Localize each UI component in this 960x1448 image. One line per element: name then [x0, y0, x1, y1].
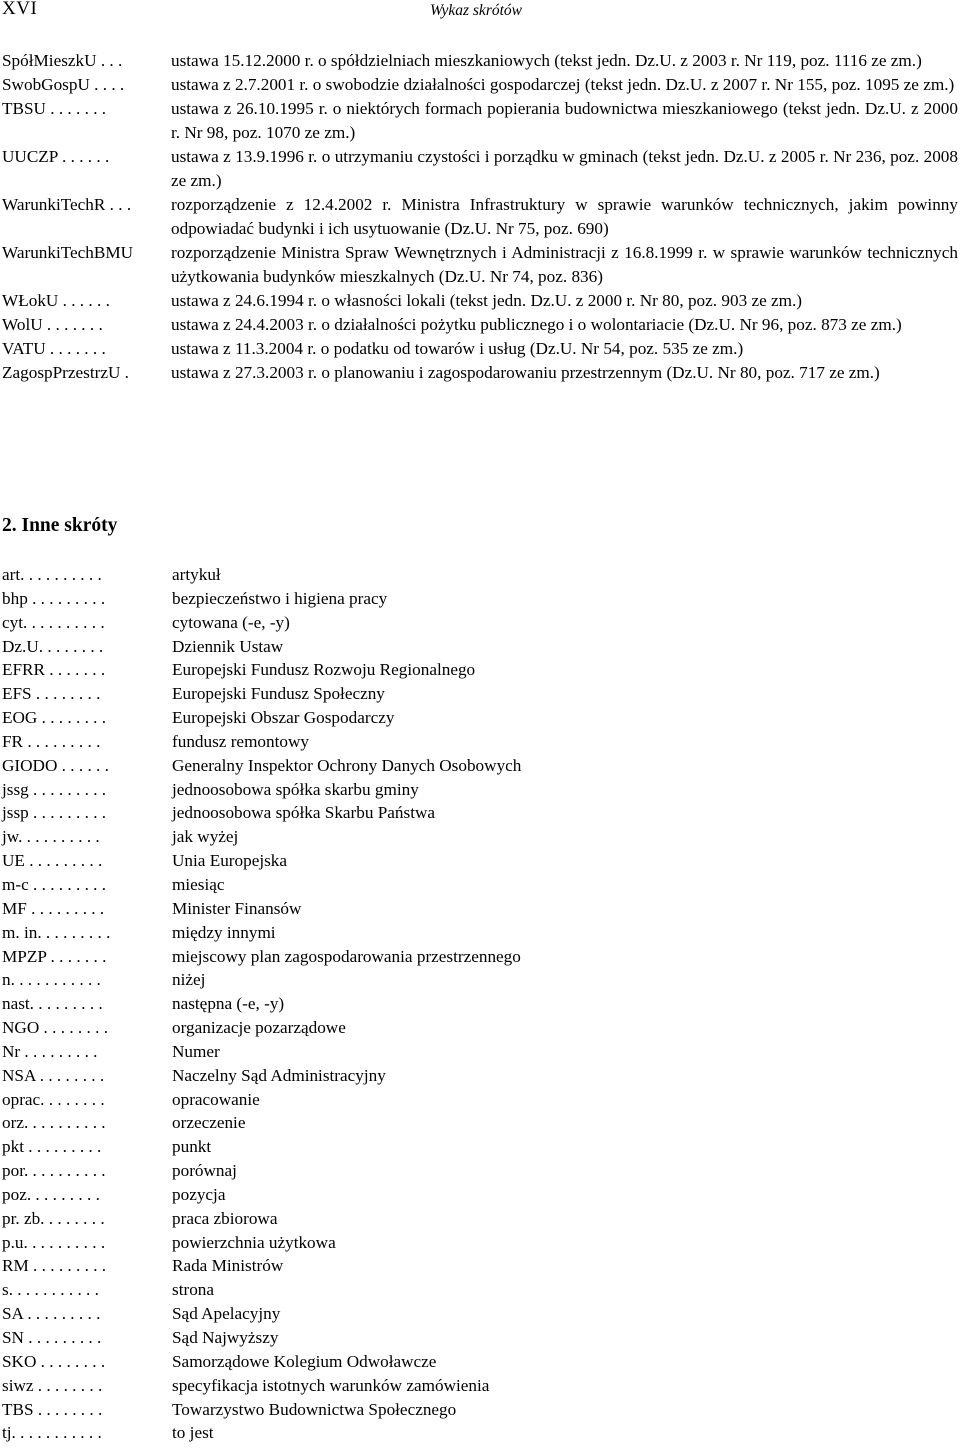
abbreviation-row [2, 682, 702, 706]
act-term: WarunkiTechBMU [2, 243, 134, 262]
abbreviation-meaning: następna (-e, -y) [172, 994, 285, 1014]
abbreviation-term: tj. . . . . . . . . . . [2, 1423, 102, 1443]
abbreviation-meaning: Minister Finansów [172, 898, 302, 918]
abbreviation-meaning: Sąd Apelacyjny [172, 1304, 281, 1324]
abbreviation-row [2, 1374, 702, 1398]
abbreviation-row [2, 635, 702, 659]
act-description: rozporządzenie z 12.4.2002 r. Ministra Infrastruktury w sprawie warunków technicznych, jakim powinny odpowiadać budynki i ich usytuowanie (Dz.U. Nr 75, poz. 690) [171, 195, 958, 238]
abbreviation-row [2, 873, 702, 897]
act-description: ustawa z 26.10.1995 r. o niektórych formach popierania budownictwa mieszkaniowego (tekst jedn. Dz.U. z 2000 r. Nr 98, poz. 1070 ze zm.) [171, 99, 958, 142]
abbreviation-row [2, 945, 702, 969]
act-entry [2, 145, 958, 193]
abbreviation-term: pkt . . . . . . . . . [2, 1137, 102, 1157]
abbreviation-meaning: jednoosobowa spółka skarbu gminy [172, 779, 419, 799]
abbreviation-meaning: jednoosobowa spółka Skarbu Państwa [172, 803, 436, 823]
abbreviation-meaning: Dziennik Ustaw [172, 636, 284, 656]
abbreviation-meaning: Europejski Fundusz Społeczny [172, 684, 385, 704]
abbreviation-term: p.u. . . . . . . . . . [2, 1232, 106, 1252]
abbreviation-term: EFS . . . . . . . . [2, 684, 101, 704]
abbreviation-meaning: Towarzystwo Budownictwa Społecznego [172, 1399, 457, 1419]
abbreviation-row [2, 825, 702, 849]
abbreviation-row [2, 1326, 702, 1350]
abbreviation-row [2, 1207, 702, 1231]
abbreviation-meaning: miesiąc [172, 874, 225, 894]
act-term: WŁokU . . . . . . [2, 291, 110, 310]
abbreviation-meaning: miejscowy plan zagospodarowania przestrzennego [172, 946, 521, 966]
abbreviation-row [2, 921, 702, 945]
abbreviation-term: GIODO . . . . . . [2, 755, 109, 775]
abbreviation-meaning: organizacje pozarządowe [172, 1018, 346, 1038]
page-header [0, 0, 960, 24]
abbreviation-row [2, 1183, 702, 1207]
abbreviation-row [2, 1302, 702, 1326]
abbreviation-row [2, 1398, 702, 1422]
abbreviation-term: MPZP . . . . . . . [2, 946, 107, 966]
abbreviation-meaning: cytowana (-e, -y) [172, 612, 290, 632]
act-term: WolU . . . . . . . [2, 315, 103, 334]
abbreviation-meaning: powierzchnia użytkowa [172, 1232, 336, 1252]
act-entry [2, 193, 958, 241]
abbreviation-list [2, 563, 702, 1445]
act-description: ustawa z 11.3.2004 r. o podatku od towarów i usług (Dz.U. Nr 54, poz. 535 ze zm.) [171, 339, 744, 358]
abbreviation-row [2, 992, 702, 1016]
abbreviation-term: SKO . . . . . . . . [2, 1351, 106, 1371]
abbreviation-row [2, 1254, 702, 1278]
abbreviation-row [2, 1064, 702, 1088]
abbreviation-term: m. in. . . . . . . . . [2, 922, 111, 942]
abbreviation-row [2, 1350, 702, 1374]
abbreviation-row [2, 587, 702, 611]
abbreviation-meaning: artykuł [172, 565, 221, 584]
abbreviation-term: s. . . . . . . . . . . [2, 1280, 99, 1300]
act-entry [2, 337, 958, 361]
act-description: ustawa z 27.3.2003 r. o planowaniu i zagospodarowaniu przestrzennym (Dz.U. Nr 80, poz. 717 ze zm.) [171, 363, 880, 382]
abbreviation-row [2, 1278, 702, 1302]
act-entry [2, 289, 958, 313]
abbreviation-meaning: Sąd Najwyższy [172, 1328, 279, 1347]
act-description: rozporządzenie Ministra Spraw Wewnętrznych i Administracji z 16.8.1999 r. w sprawie warunków technicznych użytkowania budynków mieszkalnych (Dz.U. Nr 74, poz. 836) [171, 243, 958, 286]
act-term: TBSU . . . . . . . [2, 99, 107, 118]
abbreviation-term: NGO . . . . . . . . [2, 1018, 108, 1038]
abbreviation-term: SN . . . . . . . . . [2, 1328, 102, 1347]
act-term: WarunkiTechR . . . [2, 195, 132, 214]
act-term: SwobGospU . . . . [2, 75, 125, 94]
act-description: ustawa z 13.9.1996 r. o utrzymaniu czystości i porządku w gminach (tekst jedn. Dz.U. z 2005 r. Nr 236, poz. 2008 ze zm.) [171, 147, 958, 190]
abbreviation-term: UE . . . . . . . . . [2, 851, 103, 871]
abbreviation-meaning: Unia Europejska [172, 851, 288, 871]
abbreviation-term: oprac. . . . . . . . [2, 1089, 105, 1109]
abbreviation-term: jw. . . . . . . . . . [2, 827, 100, 847]
act-entry [2, 313, 958, 337]
abbreviation-meaning: orzeczenie [172, 1113, 246, 1133]
abbreviation-meaning: między innymi [172, 922, 276, 942]
act-abbreviation-list [2, 49, 958, 385]
abbreviation-term: poz. . . . . . . . . [2, 1184, 100, 1204]
running-title: Wykaz skrótów [430, 2, 522, 19]
abbreviation-term: orz. . . . . . . . . . [2, 1113, 106, 1133]
abbreviation-meaning: specyfikacja istotnych warunków zamówienia [172, 1375, 490, 1395]
abbreviation-row [2, 1088, 702, 1112]
act-entry [2, 361, 958, 385]
abbreviation-meaning: Rada Ministrów [172, 1256, 284, 1276]
abbreviation-term: TBS . . . . . . . . [2, 1399, 103, 1419]
abbreviation-row [2, 611, 702, 635]
abbreviation-meaning: pozycja [172, 1184, 226, 1204]
abbreviation-row [2, 897, 702, 921]
abbreviation-term: EOG . . . . . . . . [2, 708, 107, 728]
act-term: VATU . . . . . . . [2, 339, 106, 358]
act-term: ZagospPrzestrzU . [2, 363, 129, 382]
abbreviation-term: RM . . . . . . . . . [2, 1256, 107, 1276]
abbreviation-term: cyt. . . . . . . . . . [2, 612, 105, 632]
abbreviation-row [2, 730, 702, 754]
abbreviation-term: jssg . . . . . . . . . [2, 779, 107, 799]
act-description: ustawa z 2.7.2001 r. o swobodzie działalności gospodarczej (tekst jedn. Dz.U. z 2007 r. Nr 155, poz. 1095 ze zm.) [171, 75, 955, 94]
abbreviation-term: Dz.U. . . . . . . . [2, 636, 104, 656]
section-heading: 2. Inne skróty [2, 515, 118, 536]
abbreviation-meaning: to jest [172, 1423, 214, 1443]
abbreviation-row [2, 1016, 702, 1040]
act-entry [2, 49, 958, 73]
abbreviation-meaning: Europejski Obszar Gospodarczy [172, 708, 395, 728]
abbreviation-meaning: jak wyżej [172, 827, 239, 847]
act-description: ustawa z 24.6.1994 r. o własności lokali (tekst jedn. Dz.U. z 2000 r. Nr 80, poz. 903 ze zm.) [171, 291, 803, 310]
act-term: SpółMieszkU . . . [2, 51, 123, 70]
act-entry [2, 73, 958, 97]
abbreviation-meaning: praca zbiorowa [172, 1208, 278, 1228]
act-entry [2, 241, 958, 289]
abbreviation-meaning: bezpieczeństwo i higiena pracy [172, 588, 388, 608]
act-description: ustawa z 24.4.2003 r. o działalności pożytku publicznego i o wolontariacie (Dz.U. Nr 96, poz. 873 ze zm.) [171, 315, 902, 334]
abbreviation-meaning: opracowanie [172, 1089, 260, 1109]
abbreviation-meaning: porównaj [172, 1161, 237, 1181]
abbreviation-term: SA . . . . . . . . . [2, 1304, 101, 1324]
abbreviation-meaning: Samorządowe Kolegium Odwoławcze [172, 1351, 437, 1371]
abbreviation-term: pr. zb. . . . . . . . [2, 1208, 105, 1228]
abbreviation-row [2, 706, 702, 730]
abbreviation-row [2, 1040, 702, 1064]
abbreviation-row [2, 849, 702, 873]
abbreviation-term: EFRR . . . . . . . [2, 660, 106, 680]
abbreviation-meaning: Europejski Fundusz Rozwoju Regionalnego [172, 660, 476, 680]
abbreviation-term: n. . . . . . . . . . . [2, 970, 101, 990]
abbreviation-term: MF . . . . . . . . . [2, 898, 105, 918]
abbreviation-term: NSA . . . . . . . . [2, 1065, 105, 1085]
abbreviation-row [2, 1231, 702, 1255]
abbreviation-term: por. . . . . . . . . . [2, 1161, 106, 1181]
abbreviation-term: nast. . . . . . . . . [2, 994, 103, 1014]
abbreviation-meaning: Naczelny Sąd Administracyjny [172, 1065, 386, 1085]
abbreviation-term: FR . . . . . . . . . [2, 731, 101, 751]
abbreviation-meaning: Generalny Inspektor Ochrony Danych Osobowych [172, 755, 522, 775]
abbreviation-meaning: punkt [172, 1137, 212, 1157]
abbreviation-row [2, 1111, 702, 1135]
abbreviation-term: jssp . . . . . . . . . [2, 803, 107, 823]
abbreviation-term: Nr . . . . . . . . . [2, 1041, 98, 1061]
abbreviation-meaning: Numer [172, 1041, 220, 1061]
page-number: XVI [2, 0, 38, 19]
abbreviation-term: art. . . . . . . . . . [2, 565, 102, 584]
abbreviation-row [2, 1159, 702, 1183]
abbreviation-row [2, 1421, 702, 1445]
abbreviation-row [2, 801, 702, 825]
abbreviation-term: m-c . . . . . . . . . [2, 874, 107, 894]
abbreviation-row [2, 658, 702, 682]
act-description: ustawa 15.12.2000 r. o spółdzielniach mieszkaniowych (tekst jedn. Dz.U. z 2003 r. Nr 119, poz. 1116 ze zm.) [171, 51, 922, 70]
abbreviation-term: bhp . . . . . . . . . [2, 588, 106, 608]
abbreviation-row [2, 778, 702, 802]
abbreviation-meaning: strona [172, 1280, 215, 1300]
abbreviation-meaning: fundusz remontowy [172, 731, 309, 751]
abbreviation-meaning: niżej [172, 970, 206, 990]
abbreviation-row [2, 754, 702, 778]
abbreviation-term: siwz . . . . . . . . [2, 1375, 103, 1395]
abbreviation-row [2, 563, 702, 587]
abbreviation-row [2, 968, 702, 992]
act-entry [2, 97, 958, 145]
act-term: UUCZP . . . . . . [2, 147, 110, 166]
abbreviation-row [2, 1135, 702, 1159]
